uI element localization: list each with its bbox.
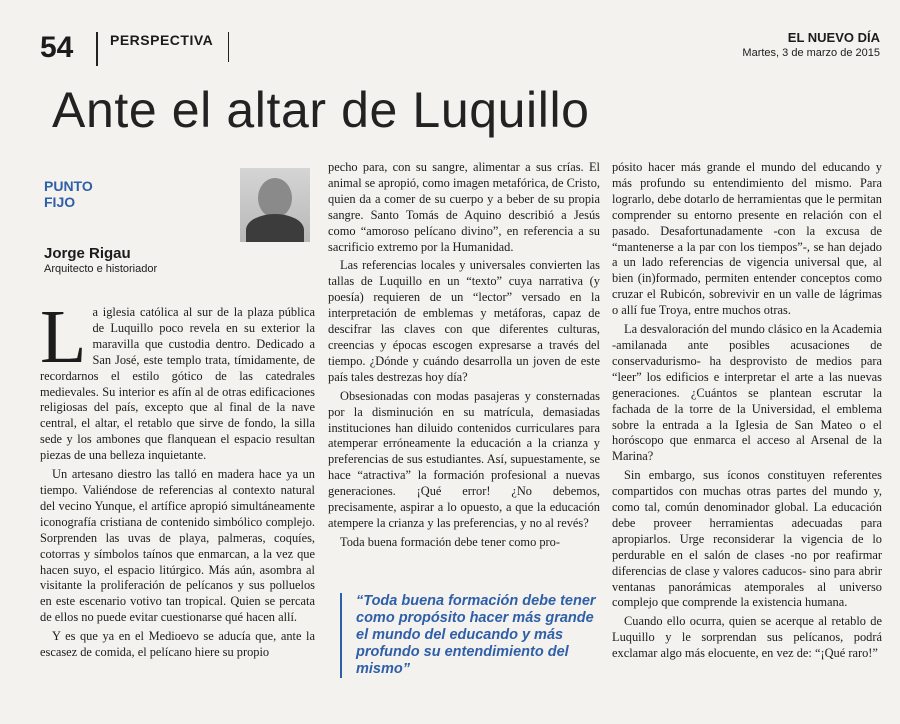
paragraph: pecho para, con su sangre, alimentar a sus crías. El animal se apropió, como imagen metafórica, de Cristo, quien da a comer de su cuerpo y a beber de su propia sangre. Santo Tomás de Aquino describió a Jesús como “amoroso pelícano divino”, en referencia a su sacrificio extremo por la Humanidad. xyxy=(328,160,600,254)
paragraph: La desvaloración del mundo clásico en la Academia -amilanada ante posibles acusaciones de conservadurismo- ha desprovisto de medios para “leer” los edificios e interpretar el arte a las nuevas generaciones. ¿Cuántos se plantean escrutar la fachada de la torre de la Universidad, el emblema sobre la entrada a la Iglesia de San Mateo o el horóscopo que enmarca el acceso al Arsenal de la Marina? xyxy=(612,322,882,464)
paragraph-text: a iglesia católica al sur de la plaza pública de Luquillo poco revela en su exterior la maravilla que custodia dentro. Dedicado a San José, este templo trata, tímidamente, de recordarnos el estilo gótico de las catedrales medievales. Su interior es afín al de otras edificaciones religiosas del país, excepto que al final de la nave central, el altar, el retablo que sirve de fondo, la silla sede y los ambones que flanquean el espacio resultan piezas de una belleza inquietante. xyxy=(40,305,315,463)
article-headline: Ante el altar de Luquillo xyxy=(52,82,590,138)
article-column-1 xyxy=(40,295,315,664)
paragraph: Un artesano diestro las talló en madera hace ya un tiempo. Valiéndose de referencias al contexto natural del vecino Yunque, el artífice apropió simultáneamente iconografía cristiana de contenido simbólico complejo. Sorprenden las uvas de playa, palmeras, coquíes, cotorras y símbolos taínos que enmarcan, a la vez que hacen suyo, el espacio litúrgico. Más aún, asombra al visitante la proliferación de pelícanos y sus polluelos en este escenario votivo tan tropical. Quien se percata de ellos no puede evitar cuestionarse qué hacen allí. xyxy=(40,467,315,625)
section-divider xyxy=(228,32,229,62)
column-label-line1: PUNTO xyxy=(44,178,93,194)
publication-date: Martes, 3 de marzo de 2015 xyxy=(742,47,880,59)
paragraph xyxy=(40,295,315,464)
paragraph: Y es que ya en el Medioevo se aducía que, ante la escasez de comida, el pelícano hiere su propio xyxy=(40,629,315,660)
author-name: Jorge Rigau xyxy=(44,245,131,262)
page-number: 54 xyxy=(40,31,74,64)
article-column-2 xyxy=(328,160,600,554)
paragraph: Cuando ello ocurra, quien se acerque al retablo de Luquillo y le sorprendan sus pelícanos, podrá exclamar algo más elocuente, en vez de: “¡Qué raro!” xyxy=(612,614,882,661)
paragraph: Obsesionadas con modas pasajeras y consternadas por la disminución en su matrícula, demasiadas instituciones han diluido contenidos curriculares para atemperar erróneamente la educación a la crianza y preferencias de sus estudiantes. Así, supuestamente, se hace “atractiva” la formación profesional a nuevas generaciones. ¡Qué error! ¿No debemos, precisamente, aspirar a lo opuesto, a que la educación atempere la crianza y las preferencias, y no al revés? xyxy=(328,388,600,530)
paragraph: Sin embargo, sus íconos constituyen referentes compartidos con muchas otras partes del mundo y, como tal, común denominador global. La educación debe proveer herramientas adecuadas para apropiarlos. Urge reconsiderar la vigencia de lo perdurable en el salón de clases -no por reafirmar diferencias de clase y valores caducos- sino para abrir ventanas panorámicas atemporales al universo complejo que comprende la existencia humana. xyxy=(612,468,882,610)
paragraph: pósito hacer más grande el mundo del educando y más profundo su entendimiento del mismo. Para lograrlo, debe dotarlo de herramientas que le permitan comprender su entorno presente en relación con el pasado. Desafortunadamente -con la excusa de “mantenerse a la par con los tiempos”-, se han dejado a un lado referencias de vigencia universal que, al bien (in)formado, permiten entender conceptos como cruzar el Rubicón, sobrevivir en un valle de lágrimas o allí fue Troya, entre muchos otras. xyxy=(612,160,882,318)
author-photo-head xyxy=(258,178,292,218)
pull-quote: “Toda buena formación debe tener como propósito hacer más grande el mundo del educando y más profundo su entendimiento del mismo” xyxy=(340,593,600,678)
article-column-3 xyxy=(612,160,882,665)
column-label xyxy=(44,178,93,210)
page-header xyxy=(40,30,880,72)
section-label: PERSPECTIVA xyxy=(110,32,214,48)
paragraph: Las referencias locales y universales convierten las tallas de Luquillo en un “texto” cuya narrativa (y poesía) requieren de un “lector” versado en la interpretación de emblemas y metáforas, capaz de descifrar las claves con que diferentes culturas, creencias y épocas escogen expresarse a través del tiempo. ¿Dónde y cuándo desarrolla un joven de este país tales destrezas hoy día? xyxy=(328,258,600,384)
author-photo xyxy=(240,168,310,242)
drop-cap: L xyxy=(40,295,87,379)
paragraph: Toda buena formación debe tener como pro- xyxy=(340,534,561,549)
header-divider xyxy=(96,32,98,66)
newspaper-name: EL NUEVO DÍA xyxy=(787,30,880,45)
author-role: Arquitecto e historiador xyxy=(44,263,158,275)
column-label-line2: FIJO xyxy=(44,194,76,210)
author-photo-body xyxy=(246,214,304,242)
